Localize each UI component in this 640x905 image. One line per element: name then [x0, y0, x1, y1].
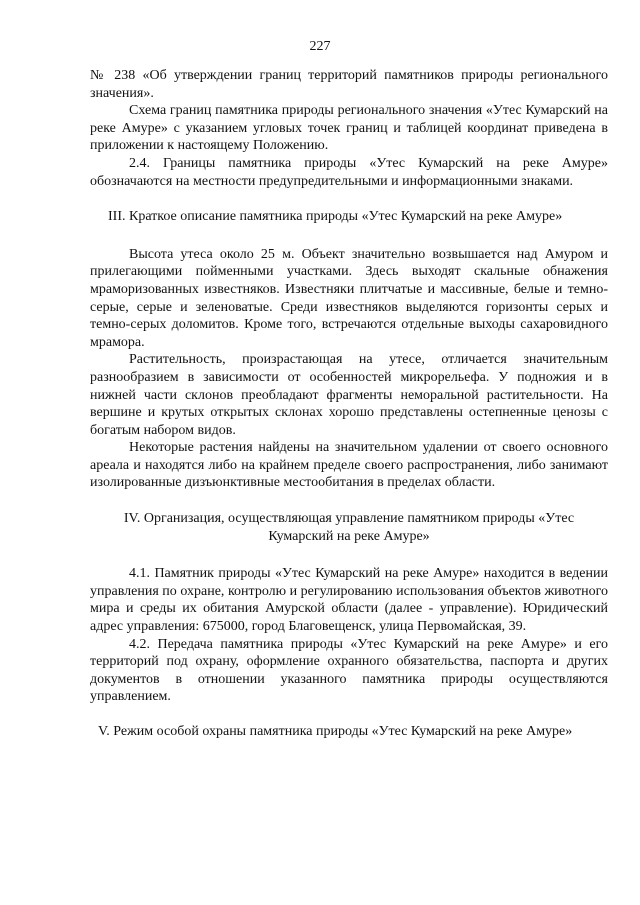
section-4-paragraph-2: 4.2. Передача памятника природы «Утес Кумарский на реке Амуре» и его территорий под охрану, оформление охранного обязательства, паспорта и других документов в отношении указанного памятника природы осуществляются управлением.: [90, 636, 608, 705]
section-3-heading: III. Краткое описание памятника природы «Утес Кумарский на реке Амуре»: [108, 209, 563, 225]
intro-paragraph-1: № 238 «Об утверждении границ территорий памятников природы регионального значения».: [90, 68, 608, 101]
page-number: 227: [309, 39, 331, 54]
intro-paragraph-3: 2.4. Границы памятника природы «Утес Кумарский на реке Амуре» обозначаются на местности предупредительными и информационными знаками.: [90, 155, 608, 189]
section-4-paragraph-1: 4.1. Памятник природы «Утес Кумарский на реке Амуре» находится в ведении управления по охране, контролю и регулированию использования объектов животного мира и среды их обитания Амурской области (далее - управление). Юридический адрес управления: 675000, город Благовещенск, улица Первомайская, 39.: [90, 566, 608, 635]
section-4-heading: [90, 510, 608, 545]
section-3-paragraph-1: Высота утеса около 25 м. Объект значительно возвышается над Амуром и прилегающими пойменными участками. Здесь выходят скальные обнажения мраморизованных известняков. Известняки плитчатые и массивные, белые и темно-серые, серые и зеленоватые. Среди известняков выделяются горизонты серых и темно-серых доломитов. Кроме того, встречаются отдельные выходы сахаровидного мрамора.: [90, 246, 608, 350]
section-4-heading-line-1: IV. Организация, осуществляющая управление памятником природы «Утес: [123, 511, 575, 527]
section-3-paragraph-3: Некоторые растения найдены на значительном удалении от своего основного ареала и находятся либо на крайнем пределе своего распространения, либо занимают изолированные дизъюнктивные местообитания в пределах области.: [90, 440, 608, 491]
section-5-heading: V. Режим особой охраны памятника природы «Утес Кумарский на реке Амуре»: [98, 724, 573, 739]
section-3-paragraph-2: Растительность, произрастающая на утесе, отличается значительным разнообразием в зависимости от особенностей микрорельефа. У подножия и в нижней части склонов преобладают фрагменты неморальной растительности. На вершине и крутых открытых склонах хорошо представлены остепненные ценозы с богатым набором видов.: [90, 352, 608, 438]
section-4-heading-line-2: Кумарский на реке Амуре»: [268, 528, 430, 544]
document-body: [90, 67, 608, 741]
intro-paragraph-2: Схема границ памятника природы регионального значения «Утес Кумарский на реке Амуре» с указанием угловых точек границ и таблицей координат приведена в приложении к настоящему Положению.: [90, 103, 608, 154]
